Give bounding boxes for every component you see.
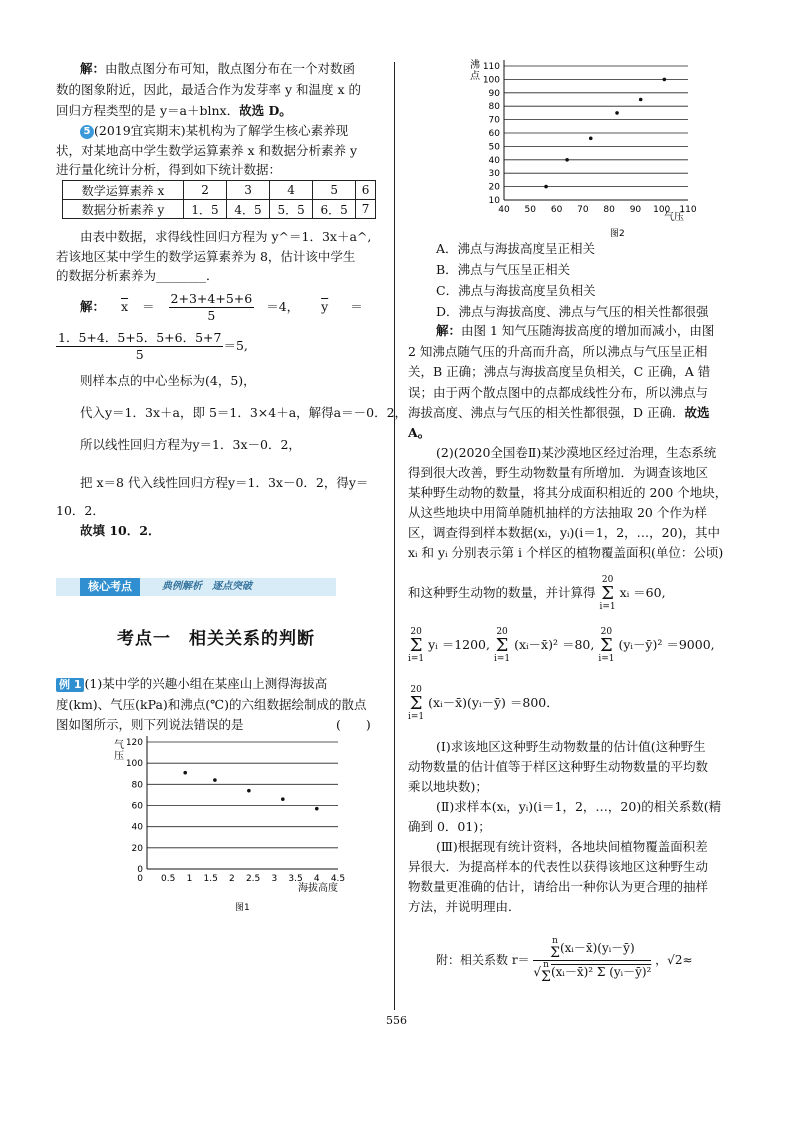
y-tick-label: 90 <box>488 88 500 99</box>
text-line: (Ⅲ)根据现有统计资料，各地块间植物覆盖面积差 <box>436 839 708 854</box>
data-point <box>639 98 643 102</box>
text-line: 状，对某地高中学生数学运算素养 x 和数据分析素养 y <box>56 143 358 158</box>
sum-upper: 20 <box>600 626 613 637</box>
denominator: √ n Σ (xᵢ－x̄)² Σ (yᵢ－ȳ)² <box>533 960 652 985</box>
x-tick-label: 100 <box>653 205 671 215</box>
ybar-symbol: $\overline{y}$ <box>321 299 329 314</box>
text-line: (Ⅰ)求该地区这种野生动物数量的估计值(这种野生 <box>436 739 706 754</box>
text-line: 确到 0．01)； <box>408 819 491 834</box>
data-point <box>183 771 187 775</box>
data-point <box>663 78 667 82</box>
text-line: (Ⅱ)求样本(xᵢ，yᵢ)(i＝1，2，…，20)的相关系数(精 <box>436 799 722 814</box>
data-point <box>281 797 285 801</box>
numerator: 1．5+4．5+5．5+6．5+7 <box>58 330 222 345</box>
table-cell: 5 <box>313 181 356 200</box>
data-point <box>589 137 593 141</box>
banner-tag: 核心考点 <box>80 578 140 596</box>
table-cell: 7 <box>356 200 376 219</box>
xbar-value: ＝4， <box>266 299 300 314</box>
summation-symbol: n Σ <box>541 960 551 985</box>
text-line: 度(km)、气压(kPa)和沸点(℃)的六组数据绘制成的散点 <box>56 697 367 712</box>
sum-lower: i=1 <box>408 711 425 722</box>
x-tick-label: 50 <box>524 205 537 215</box>
x-tick-label: 70 <box>577 205 589 215</box>
text-line: 10．2． <box>56 503 105 518</box>
solution-label: 解： <box>436 323 462 338</box>
formula-tail: ，√2≈ <box>655 953 693 967</box>
sum-xy-line <box>408 680 559 726</box>
answer-text: 故选 <box>684 405 710 420</box>
y-tick-label: 40 <box>131 822 143 833</box>
text-line: 乘以地块数)； <box>408 779 488 794</box>
equals-sign: ＝ <box>350 299 363 314</box>
data-point <box>315 807 319 811</box>
y-tick-label: 80 <box>488 102 500 113</box>
table-cell: 5．5 <box>270 200 313 219</box>
sum-x-value: xᵢ ＝60, <box>619 585 666 600</box>
table-cell: 数学运算素养 x <box>63 181 184 200</box>
text-line: xᵢ 和 yᵢ 分别表示第 i 个样区的植物覆盖面积(单位：公顷) <box>408 545 724 560</box>
origin-label: 0 <box>137 874 143 884</box>
data-point <box>247 789 251 793</box>
y-tick-label: 120 <box>125 738 143 748</box>
data-point <box>565 158 569 162</box>
x-tick-label: 80 <box>603 205 615 215</box>
text-line: 由散点图分布可知，散点图分布在一个对数函 <box>105 61 356 76</box>
sum-upper: 20 <box>496 626 508 637</box>
option-c: C．沸点与海拔高度呈负相关 <box>436 283 596 298</box>
formula-label: 附：相关系数 r＝ <box>436 953 530 967</box>
option-d: D．沸点与海拔高度、沸点与气压的相关性都很强 <box>436 304 709 319</box>
y-tick-label: 100 <box>482 75 500 86</box>
text-line: 代入y＝1．3x＋a，即 5＝1．3×4＋a，解得a＝－0．2， <box>80 405 408 420</box>
table-cell: 数据分析素养 y <box>63 200 184 219</box>
data-point <box>213 778 217 782</box>
xbar-formula: 解： $\overline{x}$ ＝ $\frac{2+3+4+5+6}{5}$ ＝4， $\overline{y}$ ＝ <box>80 291 363 323</box>
text-line-part: 海拔高度、沸点与气压的相关性都很强，D 正确． <box>408 405 685 420</box>
text-line <box>408 404 710 422</box>
summation-symbol: n Σ <box>550 936 560 961</box>
text-line: (1)某中学的兴趣小组在某座山上测得海拔高 <box>84 676 328 691</box>
x-axis-label: 气压 <box>664 212 684 223</box>
option-a: A．沸点与海拔高度呈正相关 <box>436 241 596 256</box>
y-tick-label: 70 <box>488 115 500 126</box>
summation-symbol: 20 Σ i=1 <box>599 574 616 612</box>
x-tick-label: 60 <box>550 205 563 215</box>
sum-y-value: yᵢ ＝1200, <box>428 637 490 652</box>
text-line-part: 图如图所示，则下列说法错误的是 <box>56 717 244 732</box>
table-cell: 4．5 <box>227 200 270 219</box>
banner-subtitle: 典例解析 逐点突破 <box>162 581 252 592</box>
example-1 <box>56 675 327 693</box>
x-tick-label: 1.5 <box>203 874 218 884</box>
x-tick-label: 3 <box>271 874 278 884</box>
x-tick-label: 90 <box>629 205 642 215</box>
x-axis-label: 海拔高度 <box>298 883 338 894</box>
y-tick-label: 40 <box>488 155 500 166</box>
x-tick-label: 40 <box>498 205 510 215</box>
x-tick-label: 4 <box>313 874 320 884</box>
y-tick-label: 30 <box>488 169 500 180</box>
column-divider <box>394 62 395 1010</box>
summation-symbol: 20 Σ i=1 <box>493 626 511 664</box>
solution-label: 解： <box>80 61 106 76</box>
sum-lower: i=1 <box>408 653 425 664</box>
y-axis-label: 气压 <box>114 740 124 762</box>
y-tick-label: 80 <box>131 780 143 791</box>
y-tick-label: 10 <box>488 196 500 206</box>
table-cell: 3 <box>227 181 270 200</box>
y-tick-label: 60 <box>488 129 500 139</box>
y-tick-label: 110 <box>482 62 500 72</box>
text-line: 若该地区某中学生的数学运算素养为 8，估计该中学生 <box>56 249 356 264</box>
answer-text: 故填 10．2． <box>80 523 161 538</box>
text-line-part: 和这种野生动物的数量，并计算得 <box>408 585 596 600</box>
table-cell: 2 <box>184 181 227 200</box>
y-tick-label: 20 <box>131 843 143 854</box>
table-row <box>63 200 376 219</box>
text-line: 由表中数据，求得线性回归方程为 y^＝1．3x＋a^, <box>80 229 372 244</box>
sum-lower: i=1 <box>598 653 615 664</box>
numerator-text: (xᵢ－x̄)(yᵢ－ȳ) <box>559 941 635 955</box>
sum-x-line <box>408 570 666 616</box>
correlation-fraction <box>533 937 651 984</box>
numerator <box>533 937 651 961</box>
example-badge: 例 1 <box>56 678 84 692</box>
text-line: 方法，并说明理由． <box>408 899 521 914</box>
x-tick-label: 4.5 <box>330 874 346 884</box>
ybar-value: ＝5, <box>223 338 248 353</box>
ybar-formula <box>56 326 248 366</box>
sum-xy-value: (xᵢ－x̄)(yᵢ－ȳ) ＝800． <box>428 695 559 710</box>
question-number-badge: 5 <box>80 125 94 139</box>
y-tick-label: 50 <box>488 142 500 153</box>
table-cell: 6 <box>356 181 376 200</box>
text-line: 异很大．为提高样本的代表性以获得该地区这种野生动 <box>408 859 709 874</box>
data-point <box>544 185 548 189</box>
y-tick-label: 100 <box>125 759 143 770</box>
text-line: 由图 1 知气压随海拔高度的增加而减小，由图 <box>461 323 715 338</box>
xbar-fraction <box>169 291 255 324</box>
text-line: (2)(2020全国卷Ⅱ)某沙漠地区经过治理，生态系统 <box>436 445 717 460</box>
answer-text: A。 <box>408 425 431 440</box>
solution-paragraph <box>436 322 714 340</box>
summation-symbol: 20 Σ i=1 <box>408 626 425 664</box>
y-tick-label: 20 <box>488 182 500 193</box>
sum-lower: i=1 <box>493 653 511 664</box>
chart-title: 图1 <box>235 903 250 913</box>
text-line: 进行量化统计分析，得到如下统计数据： <box>56 162 282 177</box>
text-line: 得到很大改善，野生动物数量有所增加．为调查该地区 <box>408 465 709 480</box>
table-cell: 4 <box>270 181 313 200</box>
text-line: 所以线性回归方程为y＝1．3x－0．2， <box>80 437 301 452</box>
scatter-chart-fig1 <box>100 734 360 914</box>
sums-line <box>408 622 715 668</box>
summation-symbol: 20 Σ i=1 <box>408 684 425 722</box>
text-line: 数的图象附近，因此，最适合作为发芽率 y 和温度 x 的 <box>56 82 362 97</box>
x-tick-label: 2 <box>229 874 235 884</box>
x-tick-label: 3.5 <box>288 874 303 884</box>
text-line: 某种野生动物的数量，将其分成面积相近的 200 个地块， <box>408 485 728 500</box>
sum-upper: n <box>543 960 549 970</box>
text-line: 把 x＝8 代入线性回归方程y＝1．3x－0．2，得y＝ <box>80 475 369 490</box>
solution-paragraph-1 <box>80 60 355 78</box>
denominator: 5 <box>207 308 216 323</box>
answer-parentheses: ( ) <box>336 717 371 732</box>
table-cell: 6．5 <box>313 200 356 219</box>
chart-title: 图2 <box>610 229 625 239</box>
scatter-chart-fig2 <box>468 58 708 240</box>
sum-upper: 20 <box>601 574 614 585</box>
text-line: 关，B 正确；沸点与海拔高度呈负相关，C 正确，A 错 <box>408 364 711 379</box>
text-line: 的数据分析素养为________． <box>56 268 219 283</box>
text-line-part: 回归方程类型的是 y＝a＋blnx． <box>56 103 240 118</box>
solution-label: 解： <box>80 299 106 314</box>
core-topic-banner <box>56 578 336 596</box>
table-row <box>63 181 376 200</box>
summation-symbol: 20 Σ i=1 <box>598 626 615 664</box>
y-tick-label: 60 <box>131 801 143 812</box>
text-line: 2 知沸点随气压的升高而升高，所以沸点与气压呈正相 <box>408 344 708 359</box>
denominator-text: (xᵢ－x̄)² Σ (yᵢ－ȳ)² <box>550 965 652 979</box>
sum-upper: 20 <box>410 684 422 695</box>
numerator: 2+3+4+5+6 <box>170 291 253 306</box>
page-number: 556 <box>386 1014 407 1027</box>
xbar-symbol: $\overline{x}$ <box>121 299 129 314</box>
data-point <box>615 111 619 115</box>
sum-upper: n <box>552 936 558 946</box>
x-tick-label: 0.5 <box>161 874 176 884</box>
ybar-fraction <box>56 330 223 363</box>
sum-xx-value: (xᵢ－x̄)² ＝80, <box>514 637 595 652</box>
data-table <box>62 180 376 219</box>
sum-yy-value: (yᵢ－ȳ)² ＝9000, <box>618 637 715 652</box>
text-line: 从这些地块中用简单随机抽样的方法抽取 20 个作为样 <box>408 505 707 520</box>
question-5 <box>80 122 348 140</box>
text-line: (2019宜宾期末)某机构为了解学生核心素养现 <box>94 123 349 138</box>
text-line: 区，调查得到样本数据(xᵢ，yᵢ)(i＝1，2，…，20)，其中 <box>408 525 720 540</box>
text-line: 则样本点的中心坐标为(4，5)， <box>80 373 256 388</box>
y-tick-label: 0 <box>137 865 143 875</box>
text-line: 动物数量的估计值等于样区这种野生动物数量的平均数 <box>408 759 709 774</box>
denominator: 5 <box>135 347 144 362</box>
text-line <box>56 716 371 734</box>
x-tick-label: 1 <box>186 874 193 884</box>
text-line: 误；由于两个散点图中的点都成线性分布，所以沸点与 <box>408 385 709 400</box>
option-b: B．沸点与气压呈正相关 <box>436 262 571 277</box>
correlation-formula <box>436 930 693 990</box>
section-title: 考点一 相关关系的判断 <box>117 629 315 649</box>
answer-text: 故选 D。 <box>239 103 292 118</box>
sum-upper: 20 <box>410 626 422 637</box>
y-axis-label: 沸点 <box>470 60 480 82</box>
x-tick-label: 2.5 <box>245 874 261 884</box>
x-tick-label: 110 <box>679 205 697 215</box>
text-line <box>56 102 292 120</box>
table-cell: 1．5 <box>184 200 227 219</box>
sum-lower: i=1 <box>599 601 616 612</box>
text-line: 物数量更准确的估计，请给出一种你认为更合理的抽样 <box>408 879 709 894</box>
